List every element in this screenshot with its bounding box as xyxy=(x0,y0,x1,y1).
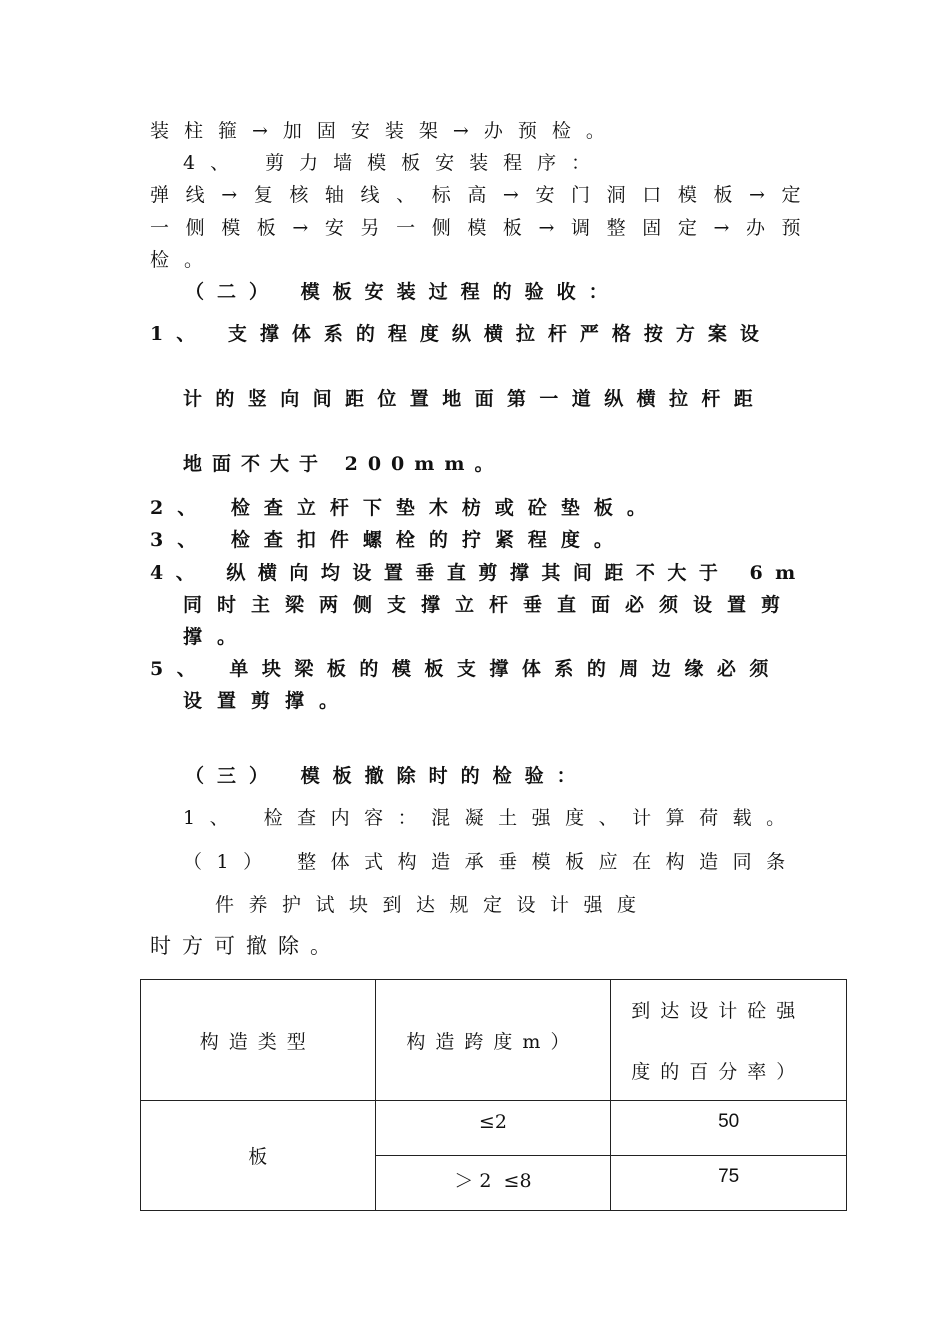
header-structure-type: 构造类型 xyxy=(141,980,376,1101)
item-5-line-1: 5、 单块梁板的模板支撑体系的周边缘必须 xyxy=(150,658,782,680)
text-line-3-content: 弹线→复核轴线、标高→安门洞口模板→定 xyxy=(150,184,818,206)
text-line-2: 4、 剪力墙模板安装程序： xyxy=(183,152,606,174)
text-line-4: 一侧模板→安另一侧模板→调整固定→办预 xyxy=(150,217,818,239)
clause-1-line-2: 件养护试块到达规定设计强度 xyxy=(215,894,651,916)
text-line-5: 检。 xyxy=(150,249,219,271)
item-1-line-1: 1、 支撑体系的程度纵横拉杆严格按方案设 xyxy=(150,323,772,345)
clause-1-line-1: （1） 整体式构造承垂模板应在构造同条 xyxy=(183,851,800,873)
item-1-line-2: 计的竖向间距位置地面第一道纵横拉杆距 xyxy=(183,388,767,410)
header-strength-line-2: 度的百分率） xyxy=(631,1061,806,1083)
item-5-line-2: 设置剪撑。 xyxy=(183,690,354,712)
header-strength-line-1: 到达设计砼强 xyxy=(631,1000,806,1022)
check-content-line: 1、 检查内容：混凝土强度、计算荷载。 xyxy=(183,807,800,829)
percent-cell: 50 xyxy=(611,1101,847,1156)
section-2-heading: （二） 模板安装过程的验收： xyxy=(185,281,621,303)
item-4-line-3: 撑。 xyxy=(183,626,252,648)
span-cell: ＞ 2 ≤8 xyxy=(375,1156,611,1211)
section-3-heading: （三） 模板撤除时的检验： xyxy=(185,765,589,787)
item-4-line-2: 同时主梁两侧支撑立杆垂直面必须设置剪 xyxy=(183,594,796,616)
header-strength-percent xyxy=(611,980,847,1101)
table-header-row xyxy=(141,980,847,1101)
table-row xyxy=(141,1101,847,1156)
row-label-board: 板 xyxy=(141,1101,376,1211)
percent-cell: 75 xyxy=(611,1156,847,1211)
span-cell: ≤2 xyxy=(375,1101,611,1156)
item-2: 2、 检查立杆下垫木枋或砼垫板。 xyxy=(150,497,660,519)
item-4-line-1: 4、 纵横向均设置垂直剪撑其间距不大于 6m xyxy=(150,562,808,584)
removal-strength-table xyxy=(140,979,847,1211)
text-line-3 xyxy=(150,183,818,207)
clause-1-line-3: 时方可撤除。 xyxy=(150,934,342,958)
header-structure-span: 构造跨度m） xyxy=(375,980,611,1101)
item-1-line-3: 地面不大于 200mm。 xyxy=(183,453,504,475)
item-3: 3、 检查扣件螺栓的拧紧程度。 xyxy=(150,529,627,551)
text-line-1: 装柱箍→加固安装架→办预检。 xyxy=(150,120,620,142)
